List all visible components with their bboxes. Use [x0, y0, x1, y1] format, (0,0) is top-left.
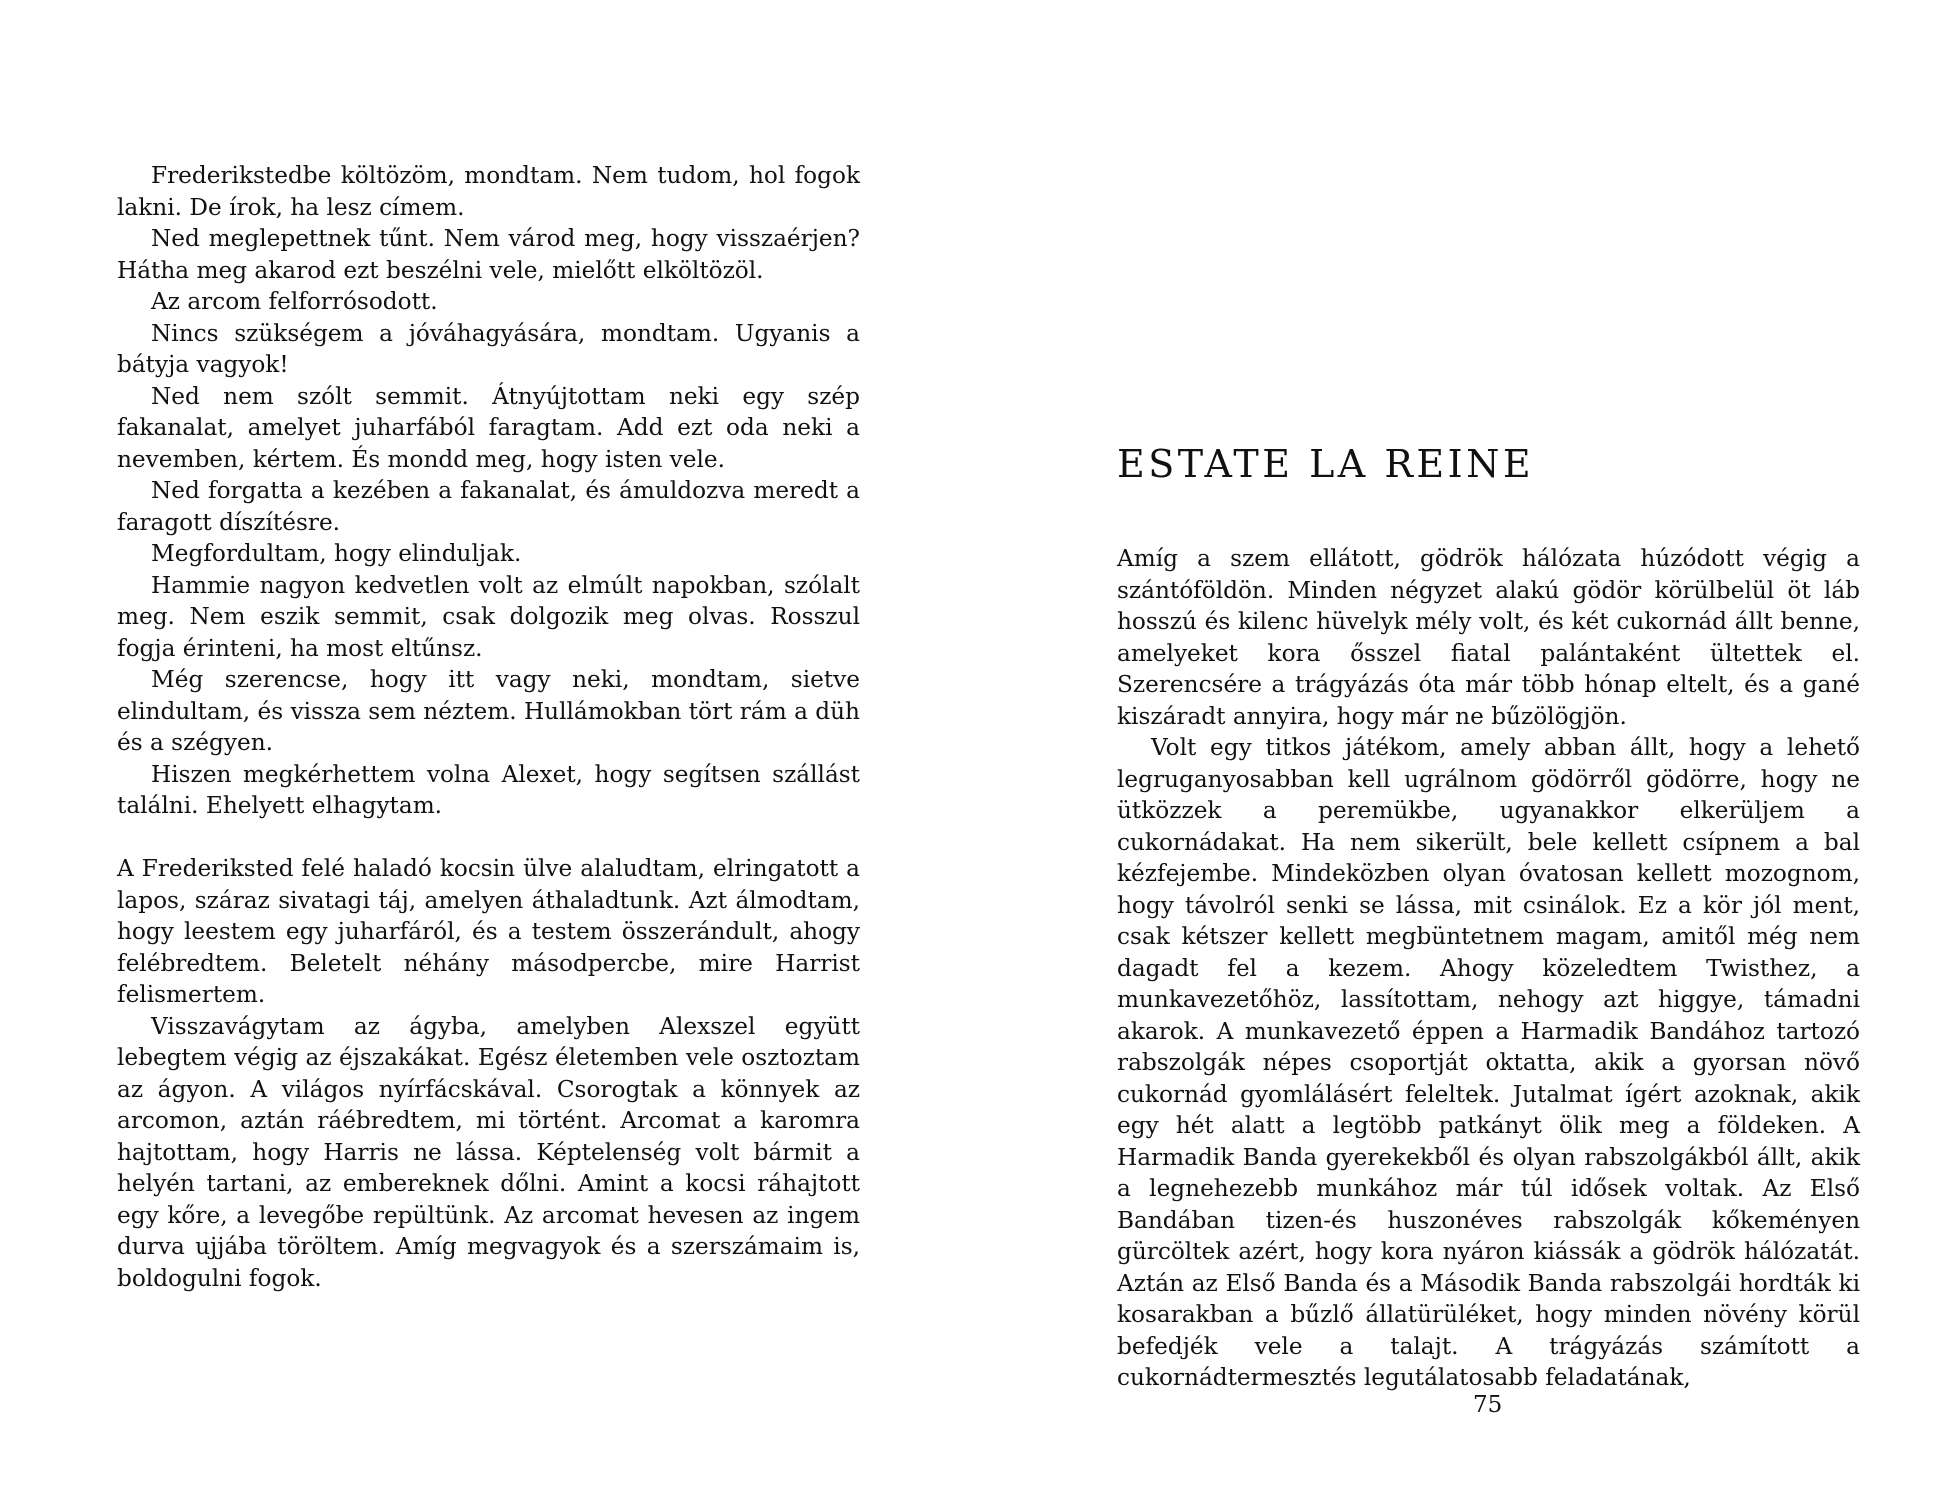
paragraph: Az arcom felforrósodott.	[151, 288, 438, 315]
paragraph: Frederikstedbe költözöm, mondtam. Nem tudom, hol fogok lakni. De írok, ha lesz címem.	[117, 162, 860, 221]
paragraph: Volt egy titkos játékom, amely abban állt, hogy a lehető legruganyosabban kell ugrálnom gödörről gödörre, hogy ne ütközzek a peremükbe, ugyanakkor elkerüljem a cukornádakat. Ha nem sikerült, bele kellett csípnem a bal kézfejembe. Mindeközben olyan óvatosan kellett mozognom, hogy távolról senki se lássa, mit csinálok. Ez a kör jól ment, csak kétszer kellett megbüntetnem magam, amitől még nem dagadt fel a kezem. Ahogy közeledtem Twisthez, a munkavezetőhöz, lassítottam, nehogy azt higgye, támadni akarok. A munkavezető éppen a Harmadik Bandához tartozó rabszolgák népes csoportját oktatta, akik a gyorsan növő cukornád gyomlálásért feleltek. Jutalmat ígért azoknak, akik egy hét alatt a legtöbb patkányt ölik meg a földeken. A Harmadik Banda gyerekekből és olyan rabszolgákból állt, akik a legnehezebb munkához már túl idősek voltak. Az Első Bandában tizen-és huszonéves rabszolgák kőkeményen gürcöltek azért, hogy kora nyáron kiássák a gödrök hálózatát. Aztán az Első Banda és a Második Banda rabszolgái hordták ki kosarakban a bűzlő állatürüléket, hogy minden növény körül befedjék vele a talajt. A trágyázás számított a cukornádtermesztés legutálatosabb feladatának,	[1117, 734, 1860, 1391]
chapter-title: ESTATE LA REINE	[1117, 442, 1535, 486]
paragraph: Nincs szükségem a jóváhagyására, mondtam. Ugyanis a bátyja vagyok!	[117, 319, 860, 378]
left-page-text	[117, 160, 860, 1294]
page-number: 75	[1473, 1392, 1503, 1418]
section-break	[117, 822, 860, 854]
paragraph: Ned forgatta a kezében a fakanalat, és ámuldozva meredt a faragott díszítésre.	[117, 477, 860, 536]
paragraph: Ned nem szólt semmit. Átnyújtottam neki egy szép fakanalat, amelyet juharfából faragtam. Add ezt oda neki a nevemben, kértem. És mondd meg, hogy isten vele.	[117, 382, 860, 473]
paragraph: Visszavágytam az ágyba, amelyben Alexszel együtt lebegtem végig az éjszakákat. Egész életemben vele osztoztam az ágyon. A világos nyírfácskával. Csorogtak a könnyek az arcomon, aztán ráébredtem, mi történt. Arcomat a karomra hajtottam, hogy Harris ne lássa. Képtelenség volt bármit a helyén tartani, az embereknek dőlni. Amint a kocsi ráhajtott egy kőre, a levegőbe repültünk. Az arcomat hevesen az ingem durva ujjába töröltem. Amíg megvagyok és a szerszámaim is, boldogulni fogok.	[117, 1012, 860, 1292]
right-page	[978, 0, 1956, 1500]
right-page-text	[1117, 543, 1860, 1394]
paragraph: Megfordultam, hogy elinduljak.	[151, 540, 522, 567]
paragraph: Ned meglepettnek tűnt. Nem várod meg, hogy visszaérjen? Hátha meg akarod ezt beszélni vele, mielőtt elköltözöl.	[117, 225, 860, 284]
paragraph: Hammie nagyon kedvetlen volt az elmúlt napokban, szólalt meg. Nem eszik semmit, csak dolgozik meg olvas. Rosszul fogja érinteni, ha most eltűnsz.	[117, 571, 860, 662]
paragraph: Amíg a szem ellátott, gödrök hálózata húzódott végig a szántóföldön. Minden négyzet alakú gödör körülbelül öt láb hosszú és kilenc hüvelyk mély volt, és két cukornád állt benne, amelyeket kora ősszel fiatal palántaként ültettek el. Szerencsére a trágyázás óta már több hónap eltelt, és a gané kiszáradt annyira, hogy már ne bűzölögjön.	[1117, 545, 1860, 730]
paragraph: Még szerencse, hogy itt vagy neki, mondtam, sietve elindultam, és vissza sem néztem. Hullámokban tört rám a düh és a szégyen.	[117, 666, 860, 756]
paragraph: A Frederiksted felé haladó kocsin ülve alaludtam, elringatott a lapos, száraz sivatagi táj, amelyen áthaladtunk. Azt álmodtam, hogy leestem egy juharfáról, és a testem összerándult, ahogy felébredtem. Beletelt néhány másodpercbe, mire Harrist felismertem.	[117, 855, 860, 1008]
paragraph: Hiszen megkérhettem volna Alexet, hogy segítsen szállást találni. Ehelyett elhagytam.	[117, 760, 860, 819]
